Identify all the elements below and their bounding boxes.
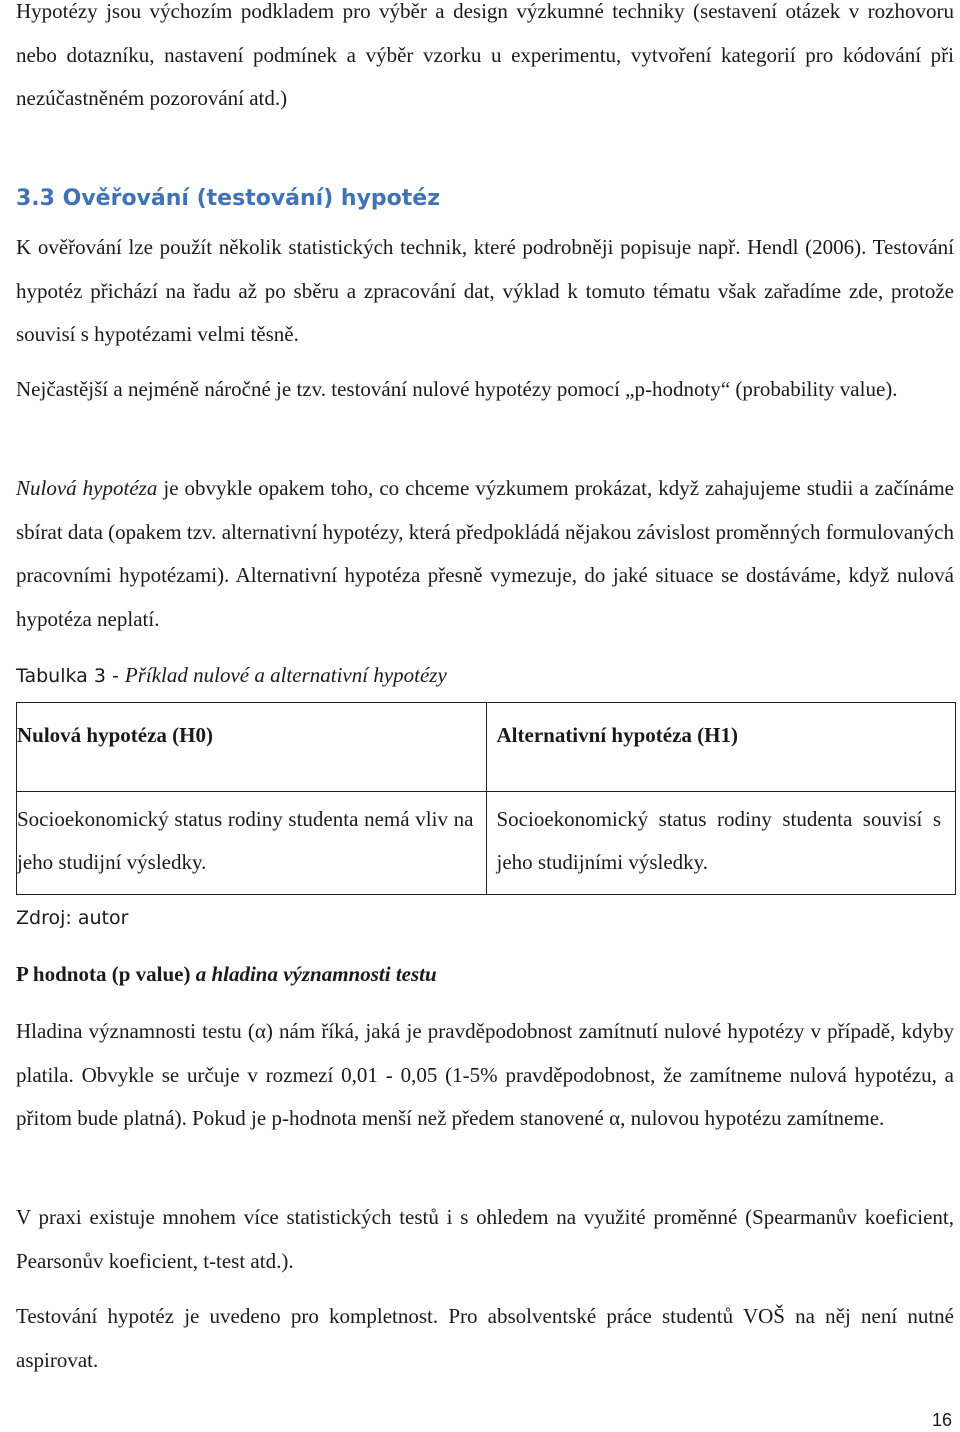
header-alternative-hypothesis: Alternativní hypotéza (H1) xyxy=(486,703,956,792)
cell-null-hypothesis: Socioekonomický status rodiny studenta nemá vliv na jeho studijní výsledky. xyxy=(17,792,487,895)
hypothesis-table xyxy=(16,702,956,895)
table-caption-label: Tabulka 3 - xyxy=(16,665,125,687)
header-null-hypothesis: Nulová hypotéza (H0) xyxy=(17,703,487,792)
null-hypothesis-text: je obvykle opakem toho, co chceme výzkumem prokázat, když zahajujeme studii a začínáme sbírat data (opakem tzv. alternativní hypotézy, která předpokládá nějakou závislost proměnných formulovaných pracovními hypotézami). Alternativní hypotéza přesně vymezuje, do jaké situace se dostáváme, když nulová hypotéza neplatí. xyxy=(16,476,955,631)
paragraph-p-value-method: Nejčastější a nejméně náročné je tzv. testování nulové hypotézy pomocí „p-hodnoty“ (probability value). xyxy=(16,377,898,401)
cell-alternative-hypothesis: Socioekonomický status rodiny studenta souvisí s jeho studijními výsledky. xyxy=(486,792,956,895)
table-caption-title: Příklad nulové a alternativní hypotézy xyxy=(124,663,447,687)
section-heading: 3.3 Ověřování (testování) hypotéz xyxy=(16,186,441,211)
subheading-bold-italic: a hladina významnosti testu xyxy=(195,962,437,986)
subheading-bold: P hodnota (p value) xyxy=(16,962,196,986)
null-hypothesis-term: Nulová hypotéza xyxy=(16,476,158,500)
table-source: Zdroj: autor xyxy=(16,907,129,929)
paragraph-null-hypothesis xyxy=(16,467,954,641)
table-caption xyxy=(16,660,954,691)
paragraph-significance-level: Hladina významnosti testu (α) nám říká, jaká je pravděpodobnost zamítnutí nulové hypotézy v případě, kdyby platila. Obvykle se určuje v rozmezí 0,01 - 0,05 (1-5% pravděpodobnost, že zamítneme nulová hypotézu, a přitom bude platná). Pokud je p-hodnota menší než předem stanovené α, nulovou hypotézu zamítneme. xyxy=(16,1019,954,1130)
paragraph-statistical-tests: V praxi existuje mnohem více statistických testů i s ohledem na využité proměnné (Spearmanův koeficient, Pearsonův koeficient, t-test atd.). xyxy=(16,1205,954,1273)
subheading-p-value xyxy=(16,962,954,987)
intro-paragraph: Hypotézy jsou výchozím podkladem pro výběr a design výzkumné techniky (sestavení otázek v rozhovoru nebo dotazníku, nastavení podmínek a výběr vzorku u experimentu, vytvoření kategorií pro kódování při nezúčastněném pozorování atd.) xyxy=(16,0,954,110)
table-header-row xyxy=(17,703,956,792)
page-number: 16 xyxy=(931,1410,952,1430)
paragraph-testing-techniques: K ověřování lze použít několik statistických technik, které podrobněji popisuje např. Hendl (2006). Testování hypotéz přichází na řadu až po sběru a zpracování dat, výklad k tomuto tématu však zařadíme zde, protože souvisí s hypotézami velmi těsně. xyxy=(16,235,954,346)
table-row xyxy=(17,792,956,895)
paragraph-completeness-note: Testování hypotéz je uvedeno pro kompletnost. Pro absolventské práce studentů VOŠ na něj není nutné aspirovat. xyxy=(16,1304,954,1372)
